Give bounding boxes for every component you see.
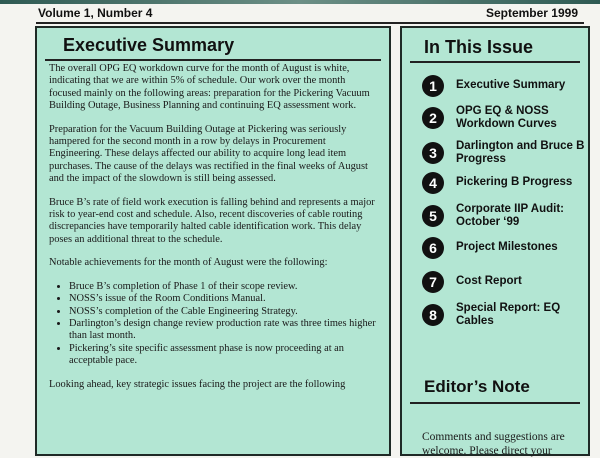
editors-note-title: Editor’s Note: [424, 377, 530, 396]
achievements-list: [49, 281, 379, 368]
summary-closing: Looking ahead, key strategic issues facing the project are the following: [49, 378, 346, 390]
number-badge: 6: [422, 237, 444, 259]
toc-item-label: Special Report: EQ Cables: [456, 302, 561, 327]
section-title-rule: [410, 61, 580, 63]
executive-summary-body: [49, 63, 379, 402]
toc-item-label: Cost Report: [456, 275, 522, 287]
summary-paragraph: Bruce B’s rate of field work execution is falling behind and represents a major risk to year-end cost and schedule. Also, recent discoveries of cable routing discrepancies have temporarily halted cable identification work. This delay poses an additional threat to the schedule.: [49, 196, 375, 245]
section-title-rule: [410, 402, 580, 404]
toc-item-label: Darlington and Bruce B Progress: [456, 140, 585, 165]
summary-paragraph: The overall OPG EQ workdown curve for the month of August is white, indicating that we are within 5% of schedule. Our work over the month focused mainly on the following areas: preparation for the Pickering Vacuum Building Outage, Business Planning and continuing EQ assessment work.: [49, 63, 370, 112]
issue-volume: Volume 1, Number 4: [38, 6, 153, 20]
section-title-rule: [45, 59, 381, 61]
number-badge: 3: [422, 142, 444, 164]
toc-item-label: OPG EQ & NOSS Workdown Curves: [456, 105, 557, 130]
toc-item-label: Project Milestones: [456, 241, 558, 253]
list-item: • Pickering’s site specific assessment phase is now proceeding at an acceptable pace.: [69, 343, 379, 368]
in-this-issue-panel: [400, 26, 590, 456]
number-badge: 8: [422, 304, 444, 326]
editors-note-text: Comments and suggestions are welcome. Please direct your: [422, 431, 565, 457]
list-item: • NOSS’s completion of the Cable Engineering Strategy.: [69, 306, 379, 318]
masthead: [36, 5, 584, 23]
top-color-strip: [0, 0, 600, 4]
summary-paragraph: Notable achievements for the month of August were the following:: [49, 257, 328, 269]
number-badge: 2: [422, 107, 444, 129]
list-item: • Darlington’s design change review production rate was three times higher than last month.: [69, 318, 379, 343]
executive-summary-title: Executive Summary: [63, 35, 235, 55]
number-badge: 7: [422, 271, 444, 293]
number-badge: 5: [422, 205, 444, 227]
toc-item-label: Pickering B Progress: [456, 176, 573, 188]
masthead-rule: [36, 22, 584, 24]
in-this-issue-title: In This Issue: [424, 37, 534, 57]
number-badge: 4: [422, 172, 444, 194]
toc-item-label: Executive Summary: [456, 79, 566, 91]
summary-paragraph: Preparation for the Vacuum Building Outage at Pickering was seriously hampered for the second month in a row by delays in Procurement Engineering. These delays affected our ability to acquire long lead item purchases. The cause of the delays was rectified in the final weeks of August and the impact of the slowdown is still being assessed.: [49, 123, 368, 185]
list-item: • Bruce B’s completion of Phase 1 of their scope review.: [69, 281, 379, 293]
issue-date: September 1999: [485, 6, 578, 20]
toc-item-label: Corporate IIP Audit: October ‘99: [456, 203, 564, 228]
list-item: • NOSS’s issue of the Room Conditions Manual.: [69, 293, 379, 305]
number-badge: 1: [422, 75, 444, 97]
executive-summary-panel: [35, 26, 391, 456]
